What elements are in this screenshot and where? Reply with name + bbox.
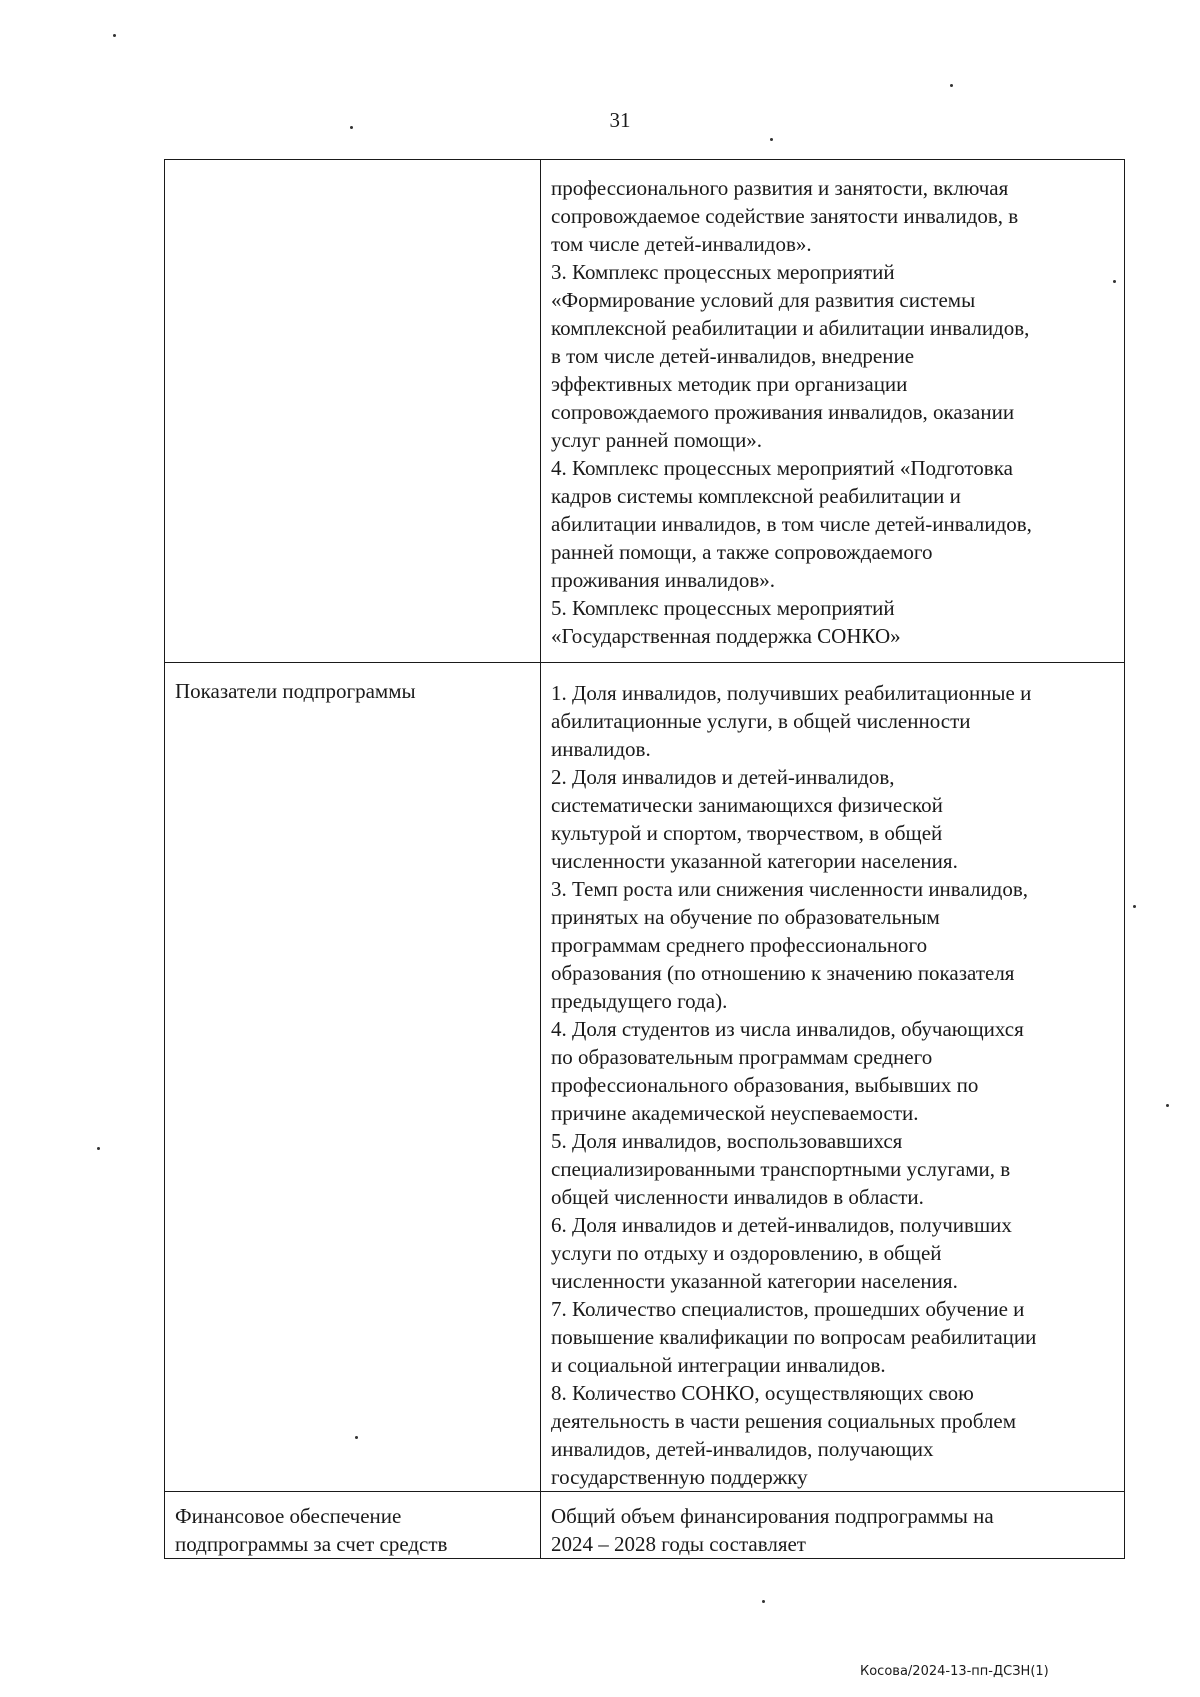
content-line: деятельность в части решения социальных проблем [551,1409,1016,1433]
row-label: подпрограммы за счет средств [175,1532,448,1556]
content-line: ранней помощи, а также сопровождаемого [551,540,933,564]
page-number: 31 [609,108,631,132]
content-line: и социальной интеграции инвалидов. [551,1353,886,1377]
content-line: том числе детей-инвалидов». [551,232,812,256]
content-line: 2024 – 2028 годы составляет [551,1532,806,1556]
scan-speck [1166,1104,1169,1107]
row-label-cell [165,663,541,1492]
content-line: сопровождаемого проживания инвалидов, оказании [551,400,1015,424]
content-line: общей численности инвалидов в области. [551,1185,924,1209]
row-label-cell [165,1492,541,1559]
content-line: программам среднего профессионального [551,933,928,957]
content-line: Общий объем финансирования подпрограммы на [551,1504,994,1528]
content-line: принятых на обучение по образовательным [551,905,940,929]
content-line: 3. Комплекс процессных мероприятий [551,260,895,284]
content-line: 7. Количество специалистов, прошедших обучение и [551,1297,1025,1321]
row-content-cell [541,160,1125,663]
content-line: абилитационные услуги, в общей численности [551,709,971,733]
content-line: в том числе детей-инвалидов, внедрение [551,344,915,368]
content-line: повышение квалификации по вопросам реабилитации [551,1325,1037,1349]
content-line: 5. Доля инвалидов, воспользовавшихся [551,1129,903,1153]
scan-speck [1113,280,1116,283]
content-line: образования (по отношению к значению показателя [551,961,1015,985]
row-content-cell [541,663,1125,1492]
row-label: Показатели подпрограммы [175,679,416,703]
content-line: кадров системы комплексной реабилитации и [551,484,961,508]
content-line: 6. Доля инвалидов и детей-инвалидов, получивших [551,1213,1012,1237]
content-line: систематически занимающихся физической [551,793,943,817]
content-line: услуги по отдыху и оздоровлению, в общей [551,1241,942,1265]
content-line: профессионального образования, выбывших по [551,1073,979,1097]
content-line: численности указанной категории населения. [551,849,958,873]
content-line: по образовательным программам среднего [551,1045,933,1069]
table-row [165,160,1125,663]
content-line: «Формирование условий для развития системы [551,288,976,312]
table-row [165,1492,1125,1559]
content-line: 2. Доля инвалидов и детей-инвалидов, [551,765,895,789]
content-line: комплексной реабилитации и абилитации инвалидов, [551,316,1030,340]
row-label-cell [165,160,541,663]
content-line: причине академической неуспеваемости. [551,1101,919,1125]
content-line: численности указанной категории населения. [551,1269,958,1293]
content-line: специализированными транспортными услугами, в [551,1157,1011,1181]
content-line: государственную поддержку [551,1465,808,1489]
row-content-cell [541,1492,1125,1559]
content-line: сопровождаемое содействие занятости инвалидов, в [551,204,1019,228]
content-line: абилитации инвалидов, в том числе детей-инвалидов, [551,512,1032,536]
content-line: услуг ранней помощи». [551,428,763,452]
subprogram-passport-table [164,159,1125,1559]
content-line: профессионального развития и занятости, включая [551,176,1009,200]
content-line: 3. Темп роста или снижения численности инвалидов, [551,877,1029,901]
content-line: 4. Комплекс процессных мероприятий «Подготовка [551,456,1013,480]
content-line: 4. Доля студентов из числа инвалидов, обучающихся [551,1017,1024,1041]
content-line: предыдущего года). [551,989,728,1013]
content-line: проживания инвалидов». [551,568,775,592]
scan-speck [762,1600,765,1603]
scan-speck [1133,905,1136,908]
scan-speck [113,34,116,37]
content-line: 8. Количество СОНКО, осуществляющих свою [551,1381,974,1405]
content-line: «Государственная поддержка СОНКО» [551,624,901,648]
scan-speck [355,1436,358,1439]
document-code: Косова/2024-13-пп-ДСЗН(1) [860,1664,1049,1679]
content-line: 5. Комплекс процессных мероприятий [551,596,895,620]
scan-speck [950,84,953,87]
content-line: 1. Доля инвалидов, получивших реабилитационные и [551,681,1032,705]
scan-speck [97,1147,100,1150]
content-line: культурой и спортом, творчеством, в общей [551,821,943,845]
scan-speck [350,126,353,129]
row-label: Финансовое обеспечение [175,1504,402,1528]
scan-speck [770,138,773,141]
content-line: инвалидов, детей-инвалидов, получающих [551,1437,934,1461]
content-line: эффективных методик при организации [551,372,908,396]
content-line: инвалидов. [551,737,651,761]
table-row [165,663,1125,1492]
